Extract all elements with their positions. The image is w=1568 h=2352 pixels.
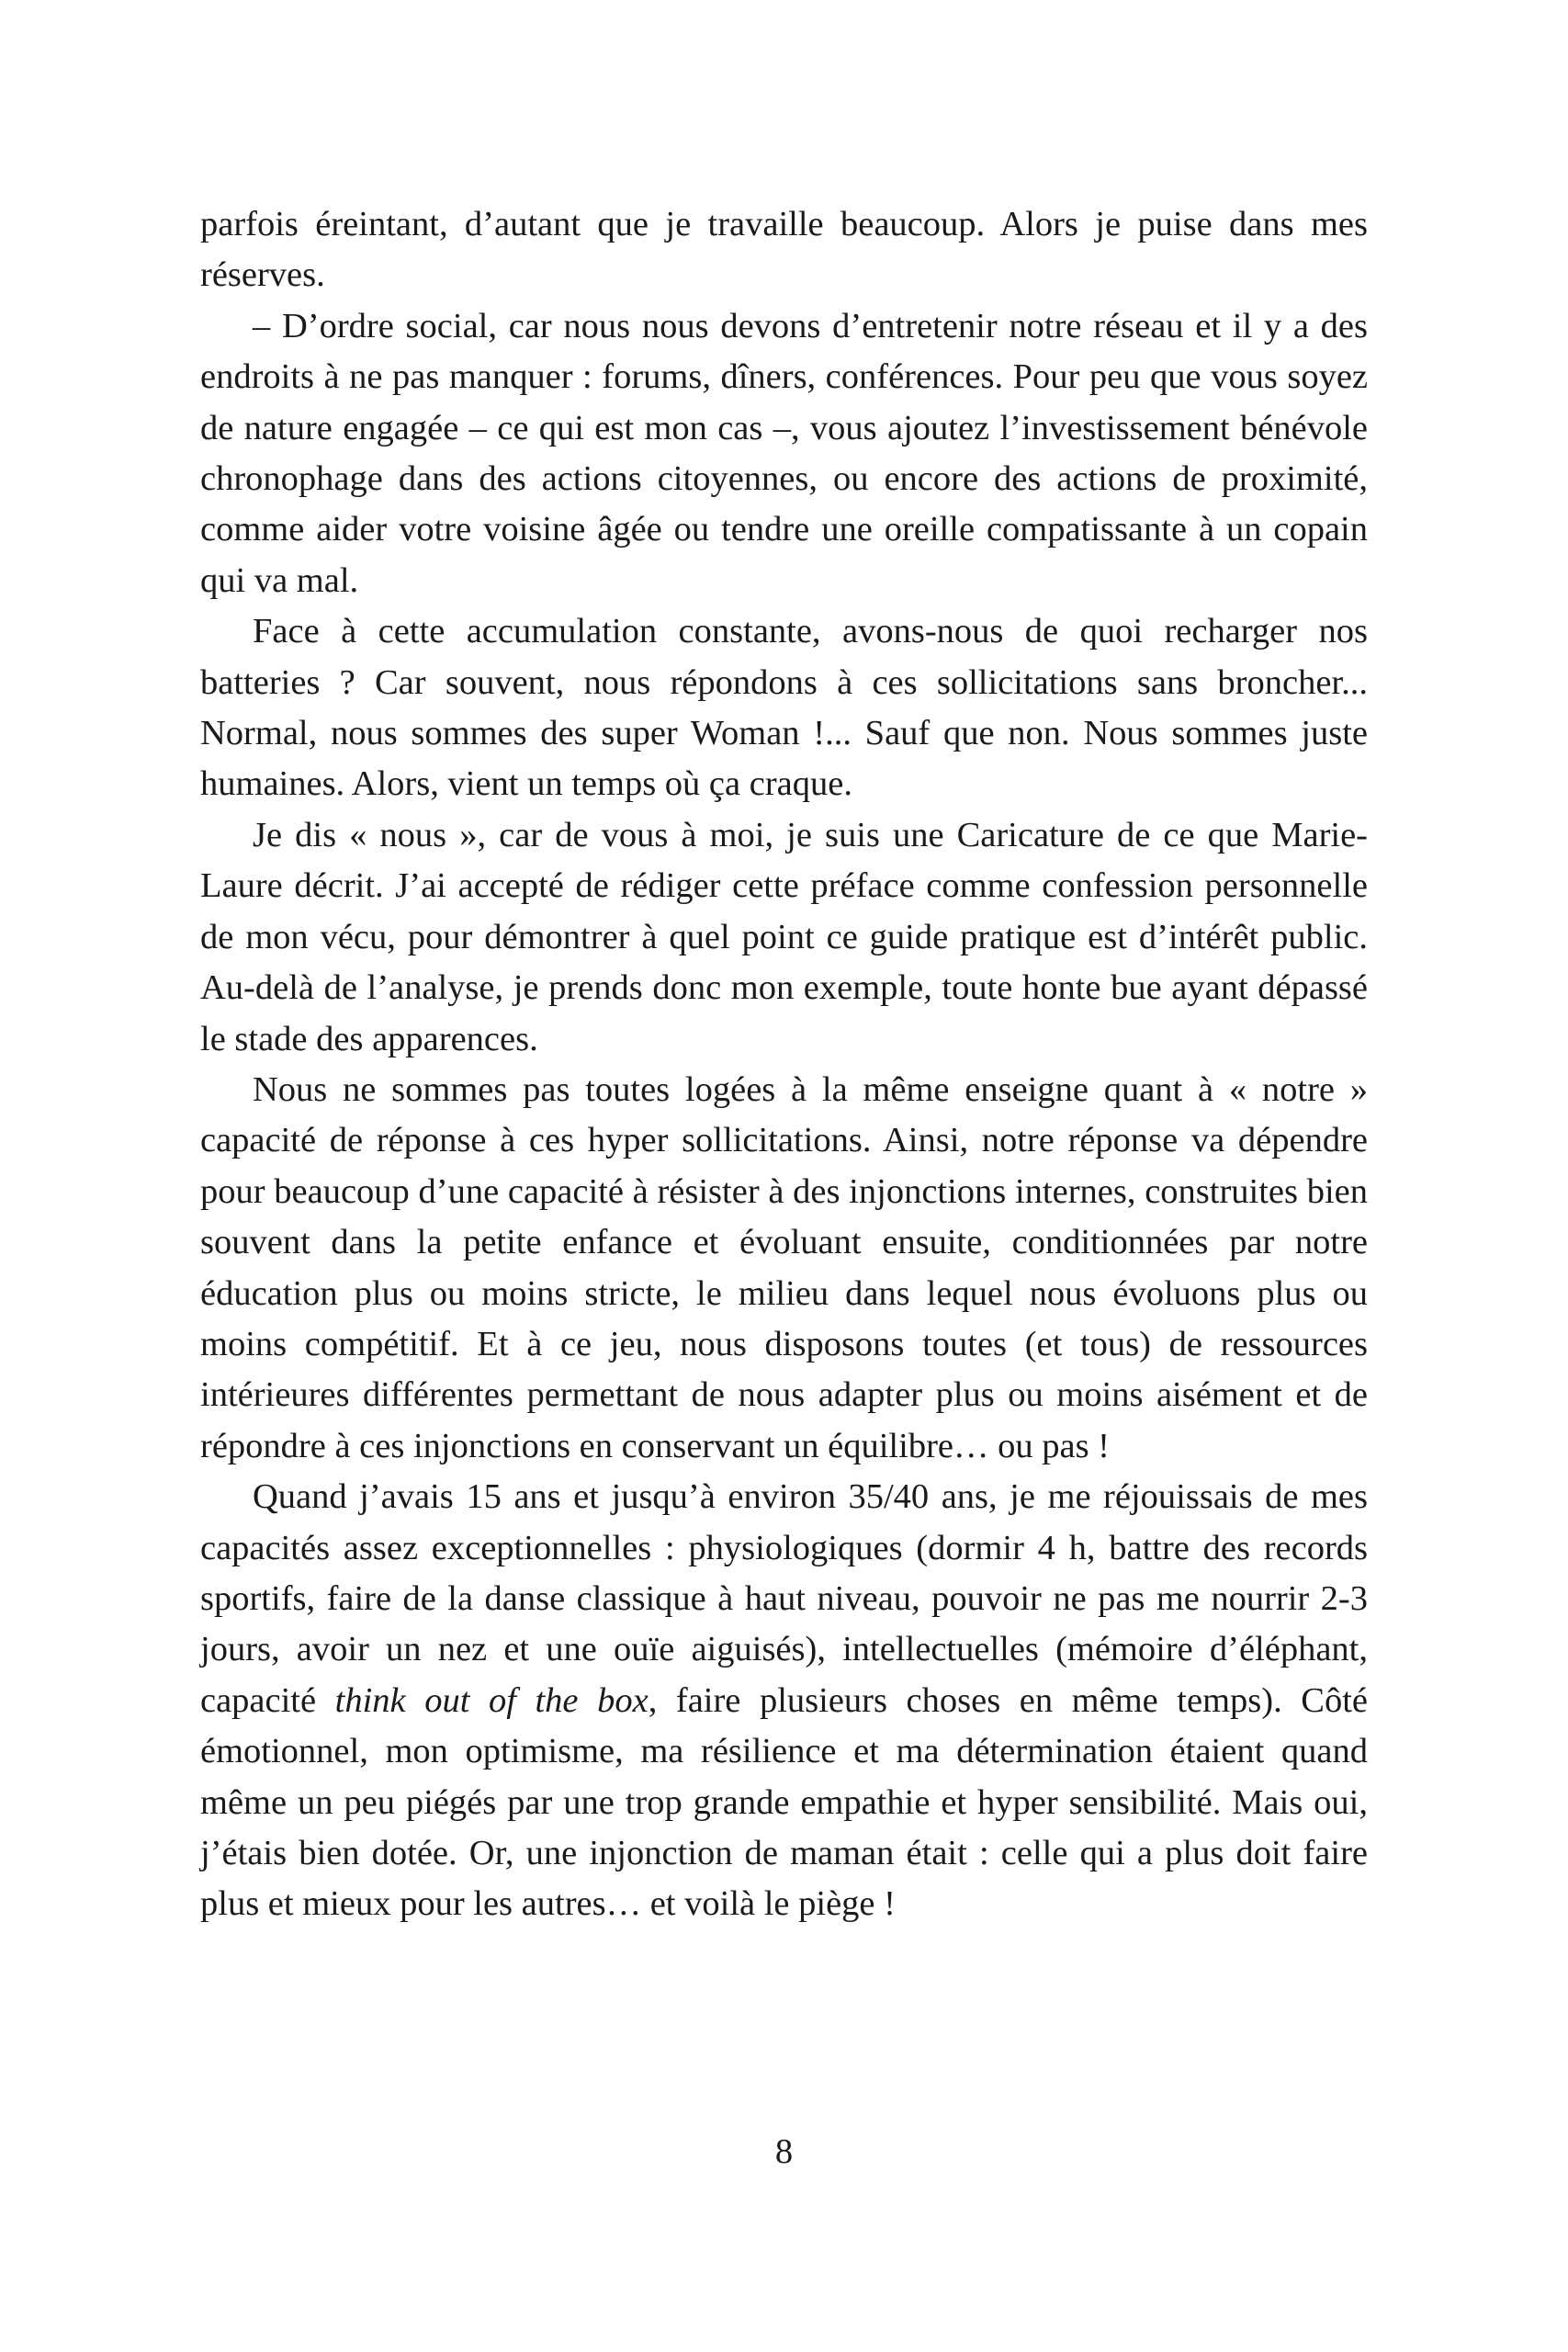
paragraph-childhood-part2: , faire plusieurs choses en même temps). Côté émotionnel, mon optimisme, ma résilience et ma détermination étaient quand même un peu piégés par une trop grande empathie et hyper sensibilité. Mais oui, j’étais bien dotée. Or, une injonction de maman était : celle qui a plus doit faire plus et mieux pour les autres… et voilà le piège !: [200, 1680, 1368, 1924]
paragraph-capacity: Nous ne sommes pas toutes logées à la même enseigne quant à « notre » capacité de réponse à ces hyper sollicitations. Ainsi, notre réponse va dépendre pour beaucoup d’une capacité à résister à des injonctions internes, construites bien souvent dans la petite enfance et évoluant ensuite, conditionnées par notre éducation plus ou moins stricte, le milieu dans lequel nous évoluons plus ou moins compétitif. Et à ce jeu, nous disposons toutes (et tous) de ressources intérieures différentes permettant de nous adapter plus ou moins aisément et de répondre à ces injonctions en conservant un équilibre… ou pas !: [200, 1069, 1368, 1465]
page-number: 8: [774, 2132, 794, 2171]
paragraph-childhood-part1: Quand j’avais 15 ans et jusqu’à environ 35/40 ans, je me réjouissais de mes capacités assez exceptionnelles : physiologiques (dormir 4 h, battre des records sportifs, faire de la danse classique à haut niveau, pouvoir ne pas me nourrir 2-3 jours, avoir un nez et une ouïe aiguisés), intellectuelles (mémoire d’éléphant, capacité: [200, 1477, 1368, 1720]
paragraph-accumulation: Face à cette accumulation constante, avons-nous de quoi recharger nos batteries ? Car souvent, nous répondons à ces sollicitations sans broncher... Normal, nous sommes des super Woman !... Sauf que non. Nous sommes juste humaines. Alors, vient un temps où ça craque.: [200, 612, 1368, 804]
paragraph-caricature: Je dis « nous », car de vous à moi, je suis une Caricature de ce que Marie-Laure décrit. J’ai accepté de rédiger cette préface comme confession personnelle de mon vécu, pour démontrer à quel point ce guide pratique est d’intérêt public. Au-delà de l’analyse, je prends donc mon exemple, toute honte bue ayant dépassé le stade des apparences.: [200, 815, 1368, 1058]
paragraph-childhood: [200, 1472, 1368, 1930]
paragraph-social: – D’ordre social, car nous nous devons d’entretenir notre réseau et il y a des endroits à ne pas manquer : forums, dîners, conférences. Pour peu que vous soyez de nature engagée – ce qui est mon cas –, vous ajoutez l’investissement bénévole chronophage dans des actions citoyennes, ou encore des actions de proximité, comme aider votre voisine âgée ou tendre une oreille compatissante à un copain qui va mal.: [200, 306, 1368, 600]
paragraph-continuation: parfois éreintant, d’autant que je travaille beaucoup. Alors je puise dans mes réserves.: [200, 205, 1368, 295]
paragraph-childhood-italic: think out of the box: [334, 1680, 649, 1720]
body-text: [200, 199, 1368, 1930]
